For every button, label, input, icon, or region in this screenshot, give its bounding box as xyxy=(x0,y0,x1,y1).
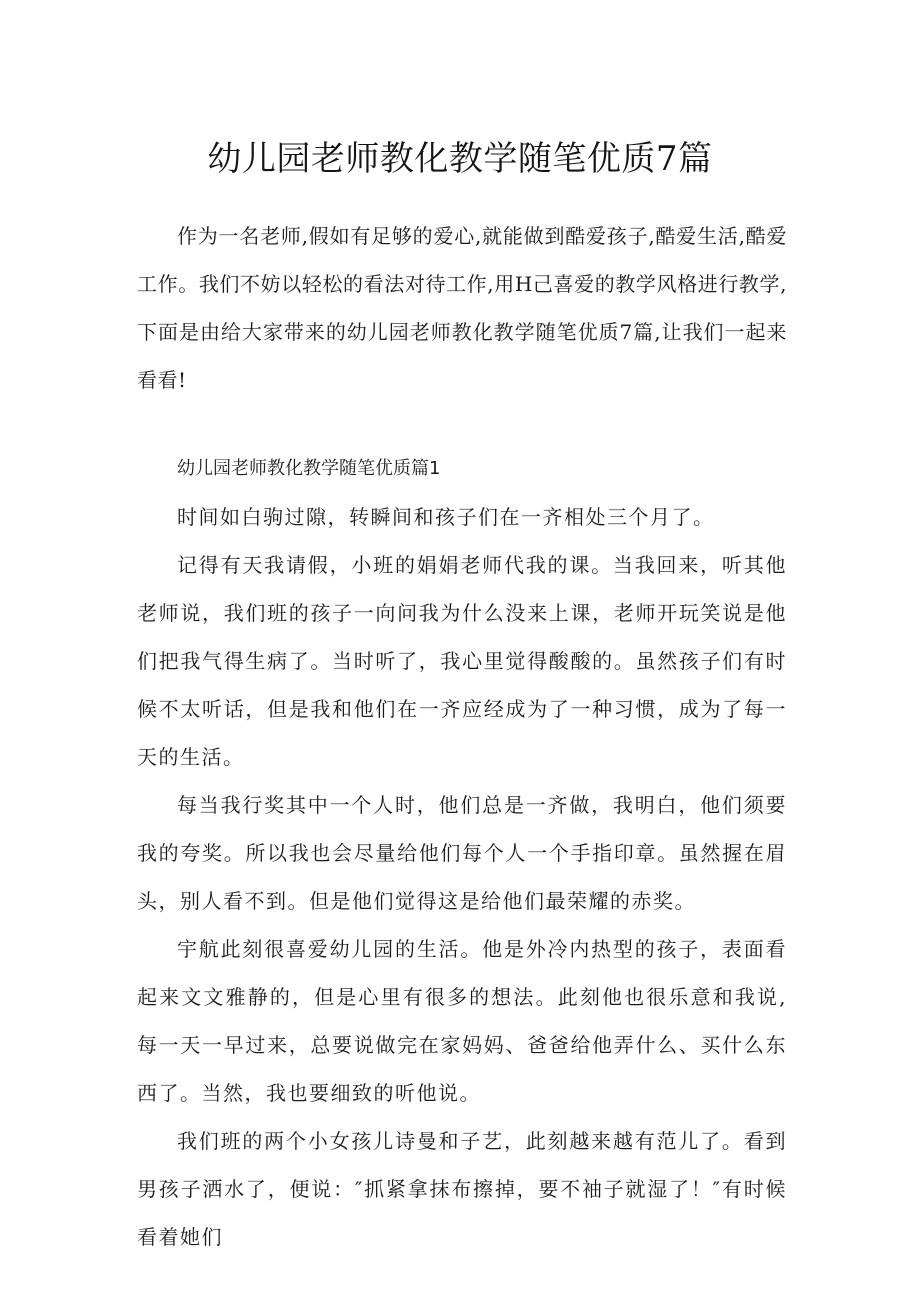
section-heading: 幼儿园老师教化教学随笔优质篇1 xyxy=(177,458,441,479)
intro-paragraph: 作为一名老师,假如有足够的爱心,就能做到酷爱孩子,酷爱生活,酷爱工作。我们不妨以轻松的看法对待工作,用H己喜爱的教学风格进行教学,下面是由给大家带来的幼儿园老师教化教学随笔优质7篇,让我们一起来看看! xyxy=(137,224,787,392)
body-paragraph-1: 时间如白驹过隙，转瞬间和孩子们在一齐相处三个月了。 xyxy=(177,505,715,529)
body-paragraph-4: 宇航此刻很喜爱幼儿园的生活。他是外冷内热型的孩子，表面看起来文文雅静的，但是心里有很多的想法。此刻他也很乐意和我说,每一天一早过来，总要说做完在家妈妈、爸爸给他弄什么、买什么东西了。当然，我也要细致的听他说。 xyxy=(137,937,787,1105)
body-paragraph-2: 记得有天我请假，小班的娟娟老师代我的课。当我回来，听其他老师说，我们班的孩子一向问我为什么没来上课，老师开玩笑说是他们把我气得生病了。当时听了，我心里觉得酸酸的。虽然孩子们有时候不太听话，但是我和他们在一齐应经成为了一种习惯，成为了每一天的生活。 xyxy=(137,553,787,769)
body-paragraph-3: 每当我行奖其中一个人时，他们总是一齐做，我明白，他们须要我的夸奖。所以我也会尽量给他们每个人一个手指印章。虽然握在眉头，别人看不到。但是他们觉得这是给他们最荣耀的赤奖。 xyxy=(137,793,787,913)
body-paragraph-5: 我们班的两个小女孩儿诗曼和子艺，此刻越来越有范儿了。看到男孩子洒水了，便说：″抓紧拿抹布擦掉，要不袖子就湿了！″有时候看着她们 xyxy=(137,1129,787,1249)
document-body xyxy=(137,212,787,1261)
document-title: 幼儿园老师教化教学随笔优质7篇 xyxy=(207,139,713,179)
